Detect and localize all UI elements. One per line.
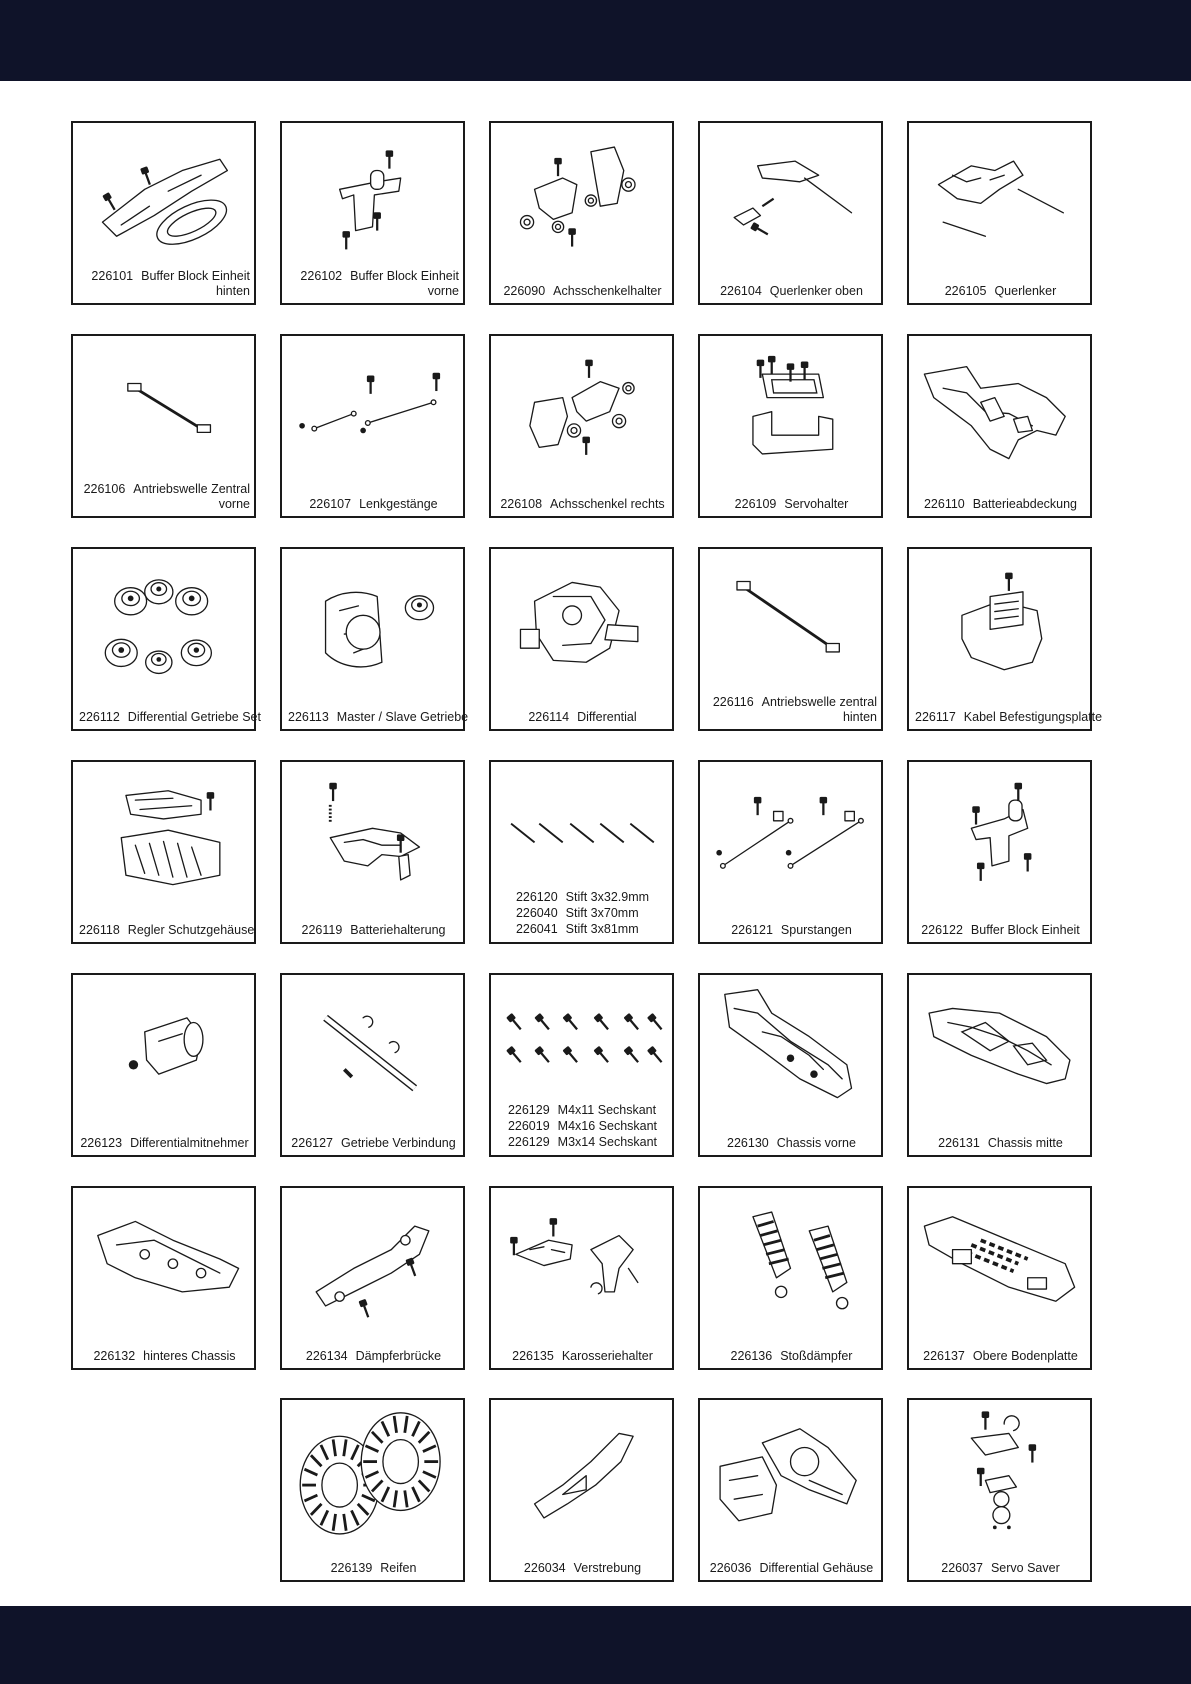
part-label xyxy=(288,1561,459,1576)
part-name: Getriebe Verbindung xyxy=(341,1136,456,1150)
brace-icon xyxy=(497,1406,666,1536)
part-cell-diff-housing xyxy=(698,1398,883,1582)
part-name: Differentialmitnehmer xyxy=(130,1136,249,1150)
battery-holder-icon xyxy=(288,768,457,898)
part-number: 226036 xyxy=(709,1561,752,1575)
part-number: 226116 xyxy=(712,695,754,709)
part-name: Regler Schutzgehäuse xyxy=(127,923,255,937)
footer-bar xyxy=(0,1606,1191,1684)
part-name: Querlenker xyxy=(994,284,1057,298)
part-cell-gear-set xyxy=(71,547,261,731)
part-label xyxy=(497,497,668,512)
steering-knuckle-icon xyxy=(497,342,666,472)
part-number: 226108 xyxy=(500,497,543,511)
part-label xyxy=(497,710,668,725)
part-number: 226123 xyxy=(80,1136,123,1150)
part-number: 226119 xyxy=(301,923,343,937)
part-name: hinteres Chassis xyxy=(143,1349,236,1363)
part-label xyxy=(497,1349,668,1364)
part-name: Dämpferbrücke xyxy=(355,1349,442,1363)
part-number: 226129 xyxy=(507,1135,550,1149)
chassis-middle-icon xyxy=(915,981,1084,1111)
part-name: Verstrebung xyxy=(573,1561,642,1575)
part-cell-master-slave-gear xyxy=(280,547,469,731)
buffer-block-front-icon xyxy=(288,129,457,259)
part-number: 226113 xyxy=(288,710,329,724)
part-label xyxy=(915,923,1086,938)
part-cell-gear-shaft xyxy=(280,973,465,1157)
part-name: hinten xyxy=(215,284,250,298)
part-cell-diff-cup xyxy=(71,973,256,1157)
part-cell-upper-arm xyxy=(698,121,883,305)
part-name: Batteriehalterung xyxy=(350,923,446,937)
chassis-rear-icon xyxy=(79,1194,248,1324)
part-number: 226112 xyxy=(79,710,120,724)
part-name: Stift 3x70mm xyxy=(565,906,639,920)
part-name: Stoßdämpfer xyxy=(780,1349,853,1363)
hex-screws-icon xyxy=(497,981,666,1111)
steering-link-icon xyxy=(288,342,457,472)
part-cell-chassis-front xyxy=(698,973,883,1157)
part-label xyxy=(79,923,255,938)
part-cell-esc-case xyxy=(71,760,256,944)
part-label xyxy=(915,710,1103,725)
cable-plate-icon xyxy=(915,555,1084,685)
part-label xyxy=(79,1136,250,1151)
part-number: 226134 xyxy=(305,1349,348,1363)
part-label xyxy=(288,1349,459,1364)
part-cell-hex-screws xyxy=(489,973,674,1157)
part-number: 226041 xyxy=(515,922,558,936)
part-number: 226121 xyxy=(731,923,773,937)
part-name: Servo Saver xyxy=(990,1561,1060,1575)
part-number: 226101 xyxy=(91,269,134,283)
part-name: Karosseriehalter xyxy=(561,1349,653,1363)
battery-cover-icon xyxy=(915,342,1084,472)
part-name: Querlenker oben xyxy=(769,284,863,298)
shock-absorber-icon xyxy=(706,1194,875,1324)
part-name: Buffer Block Einheit xyxy=(970,923,1080,937)
part-cell-driveshaft-rear xyxy=(698,547,883,731)
part-number: 226127 xyxy=(291,1136,334,1150)
part-name: Kabel Befestigungsplatte xyxy=(963,710,1103,724)
part-cell-knuckle-holder xyxy=(489,121,674,305)
part-label xyxy=(79,1349,250,1364)
part-label xyxy=(497,1103,668,1151)
part-cell-chassis-middle xyxy=(907,973,1092,1157)
part-label xyxy=(915,284,1086,299)
part-label xyxy=(706,284,877,299)
part-label xyxy=(288,923,459,938)
tires-icon xyxy=(288,1406,457,1536)
part-number: 226104 xyxy=(720,284,762,298)
part-number: 226040 xyxy=(515,906,558,920)
part-label xyxy=(706,497,877,512)
part-name: Achsschenkel rechts xyxy=(550,497,665,511)
part-name: Stift 3x81mm xyxy=(565,922,639,936)
part-number: 226114 xyxy=(528,710,570,724)
part-name: Buffer Block Einheit xyxy=(350,269,459,283)
part-label xyxy=(288,710,469,725)
diff-cup-icon xyxy=(79,981,248,1111)
part-label xyxy=(706,1349,877,1364)
part-name: Master / Slave Getriebe xyxy=(336,710,469,724)
gear-shaft-icon xyxy=(288,981,457,1111)
part-name: Differential Getriebe Set xyxy=(127,710,261,724)
part-name: Batterieabdeckung xyxy=(972,497,1078,511)
buffer-block-icon xyxy=(915,768,1084,898)
part-cell-battery-holder xyxy=(280,760,465,944)
part-cell-buffer-block-front xyxy=(280,121,465,305)
part-label xyxy=(497,1561,668,1576)
driveshaft-icon xyxy=(79,342,248,472)
part-number: 226139 xyxy=(330,1561,373,1575)
part-label xyxy=(79,482,250,512)
part-label xyxy=(915,497,1086,512)
lower-arm-icon xyxy=(915,129,1084,259)
part-name: Spurstangen xyxy=(780,923,852,937)
part-name: Antriebswelle zentral xyxy=(761,695,877,709)
part-cell-chassis-rear xyxy=(71,1186,256,1370)
esc-case-icon xyxy=(79,768,248,898)
part-cell-lower-arm xyxy=(907,121,1092,305)
servo-saver-icon xyxy=(915,1406,1084,1536)
part-cell-buffer-block xyxy=(907,760,1092,944)
part-number: 226107 xyxy=(309,497,352,511)
part-label xyxy=(288,497,459,512)
part-number: 226034 xyxy=(523,1561,566,1575)
part-name: vorne xyxy=(218,497,250,511)
part-number: 226137 xyxy=(923,1349,965,1363)
part-number: 226090 xyxy=(503,284,546,298)
part-cell-top-plate xyxy=(907,1186,1092,1370)
buffer-block-rear-icon xyxy=(79,129,248,259)
part-cell-buffer-block-rear xyxy=(71,121,256,305)
part-label xyxy=(706,1561,877,1576)
part-cell-servo-saver xyxy=(907,1398,1092,1582)
part-label xyxy=(79,710,261,725)
part-cell-shock-absorber xyxy=(698,1186,883,1370)
part-label xyxy=(79,269,250,299)
part-cell-driveshaft xyxy=(71,334,256,518)
diff-housing-icon xyxy=(706,1406,875,1536)
part-number: 226118 xyxy=(79,923,120,937)
tie-rods-icon xyxy=(706,768,875,898)
part-cell-steering-link xyxy=(280,334,465,518)
part-cell-tires xyxy=(280,1398,465,1582)
body-mount-icon xyxy=(497,1194,666,1324)
part-number: 226129 xyxy=(507,1103,550,1117)
part-number: 226106 xyxy=(83,482,126,496)
part-cell-cable-plate xyxy=(907,547,1103,731)
part-number: 226122 xyxy=(921,923,963,937)
part-name: Reifen xyxy=(380,1561,417,1575)
part-name: M4x16 Sechskant xyxy=(557,1119,658,1133)
part-number: 226117 xyxy=(915,710,956,724)
part-number: 226130 xyxy=(727,1136,769,1150)
part-label xyxy=(497,890,668,938)
part-cell-tie-rods xyxy=(698,760,883,944)
part-name: M4x11 Sechskant xyxy=(557,1103,657,1117)
differential-icon xyxy=(497,555,666,685)
part-cell-battery-cover xyxy=(907,334,1092,518)
part-label xyxy=(915,1136,1086,1151)
part-name: hinten xyxy=(842,710,877,724)
part-name: Achsschenkelhalter xyxy=(553,284,662,298)
part-name: Chassis vorne xyxy=(776,1136,856,1150)
part-label xyxy=(497,284,668,299)
part-name: Lenkgestänge xyxy=(359,497,438,511)
part-name: Servohalter xyxy=(784,497,849,511)
part-number: 226120 xyxy=(515,890,558,904)
part-cell-pins xyxy=(489,760,674,944)
part-label xyxy=(706,923,877,938)
gear-set-icon xyxy=(79,555,248,685)
part-number: 226135 xyxy=(512,1349,554,1363)
damper-bridge-icon xyxy=(288,1194,457,1324)
part-name: Buffer Block Einheit xyxy=(141,269,250,283)
part-name: Chassis mitte xyxy=(987,1136,1063,1150)
part-number: 226037 xyxy=(941,1561,983,1575)
part-number: 226019 xyxy=(507,1119,550,1133)
part-number: 226109 xyxy=(734,497,777,511)
part-cell-body-mount xyxy=(489,1186,674,1370)
part-cell-brace xyxy=(489,1398,674,1582)
part-cell-differential xyxy=(489,547,674,731)
part-cell-servo-mount xyxy=(698,334,883,518)
part-name: Stift 3x32.9mm xyxy=(565,890,650,904)
master-slave-gear-icon xyxy=(288,555,457,685)
part-number: 226136 xyxy=(730,1349,773,1363)
part-name: vorne xyxy=(427,284,459,298)
part-label xyxy=(706,695,877,725)
part-name: Obere Bodenplatte xyxy=(972,1349,1078,1363)
top-plate-icon xyxy=(915,1194,1084,1324)
servo-mount-icon xyxy=(706,342,875,472)
part-label xyxy=(706,1136,877,1151)
part-name: Antriebswelle Zentral xyxy=(133,482,250,496)
part-label xyxy=(288,1136,459,1151)
part-number: 226105 xyxy=(944,284,987,298)
knuckle-holder-icon xyxy=(497,129,666,259)
part-number: 226110 xyxy=(923,497,965,511)
part-number: 226102 xyxy=(300,269,343,283)
pins-icon xyxy=(497,768,666,898)
part-name: Differential Gehäuse xyxy=(759,1561,874,1575)
part-label xyxy=(915,1561,1086,1576)
part-number: 226132 xyxy=(93,1349,136,1363)
driveshaft-rear-icon xyxy=(706,555,875,685)
part-number: 226131 xyxy=(938,1136,980,1150)
part-cell-steering-knuckle xyxy=(489,334,674,518)
part-name: Differential xyxy=(577,710,637,724)
part-label xyxy=(915,1349,1086,1364)
part-cell-damper-bridge xyxy=(280,1186,465,1370)
part-name: M3x14 Sechskant xyxy=(557,1135,658,1149)
chassis-front-icon xyxy=(706,981,875,1111)
upper-arm-icon xyxy=(706,129,875,259)
part-label xyxy=(288,269,459,299)
